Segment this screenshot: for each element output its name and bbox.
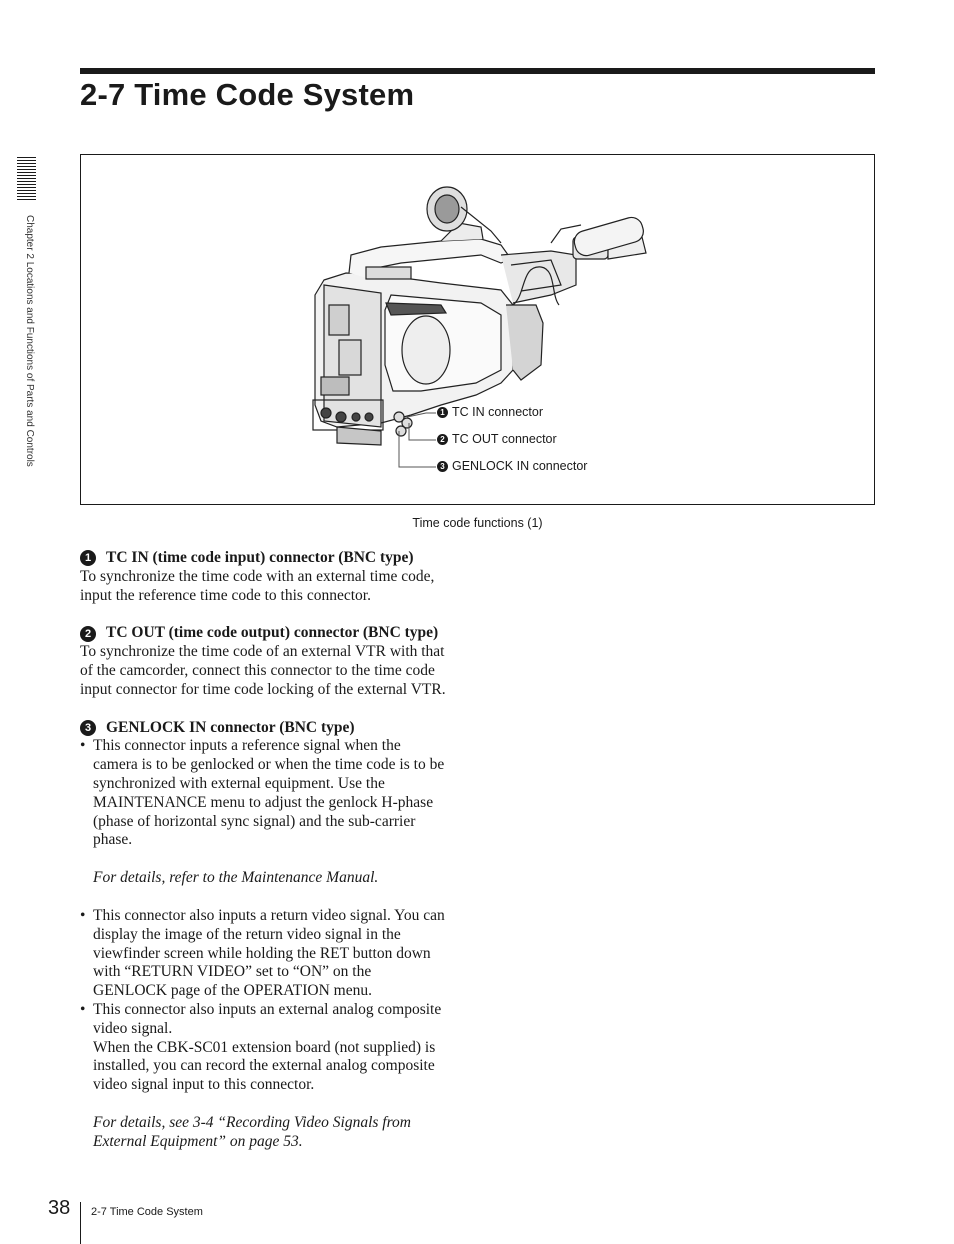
list-item <box>80 1001 465 1095</box>
list-item <box>80 737 465 850</box>
reference-note: For details, refer to the Maintenance Manual. <box>93 869 379 887</box>
text-line: • This connector inputs a reference signal when the <box>93 737 401 755</box>
item-description <box>80 568 465 606</box>
body-content <box>80 549 465 1152</box>
page-number: 38 <box>48 1197 71 1219</box>
text-line: To synchronize the time code with an external time code, <box>80 567 435 585</box>
text-line: (phase of horizontal sync signal) and the sub-carrier <box>93 812 416 830</box>
genlock-bullet-list-2 <box>80 907 465 1095</box>
reference-note <box>80 1114 465 1152</box>
camcorder-illustration <box>81 155 874 504</box>
item-heading-tc-in <box>80 549 465 568</box>
item-heading-genlock-in <box>80 719 465 738</box>
item-heading-tc-out <box>80 624 465 643</box>
figure-caption: Time code functions (1) <box>412 516 543 530</box>
text-line: • This connector also inputs an external analog composite <box>93 1000 442 1018</box>
text-line: • This connector also inputs a return video signal. You can <box>93 906 445 924</box>
text-line: video signal input to this connector. <box>93 1076 315 1094</box>
callout-label: TC OUT connector <box>452 432 557 446</box>
chapter-tab-stripes <box>17 157 36 203</box>
text-line: with “RETURN VIDEO” set to “ON” on the <box>93 963 372 981</box>
callout-tc-in <box>437 405 543 419</box>
text-line: phase. <box>93 831 133 849</box>
text-line: input the reference time code to this connector. <box>80 586 371 604</box>
text-line: installed, you can record the external analog composite <box>93 1057 435 1075</box>
callout-tc-out <box>437 432 557 446</box>
text-line: viewfinder screen while holding the RET button down <box>93 944 431 962</box>
footer-section-label: 2-7 Time Code System <box>91 1206 203 1218</box>
callout-label: GENLOCK IN connector <box>452 459 588 473</box>
item-number-badge: 2 <box>80 626 96 642</box>
text-line: input connector for time code locking of the external VTR. <box>80 680 446 698</box>
callout-number-badge: 3 <box>437 461 448 472</box>
genlock-bullet-list <box>80 737 465 850</box>
item-description <box>80 643 465 699</box>
top-rule <box>80 68 875 74</box>
chapter-side-label: Chapter 2 Locations and Functions of Parts and Controls <box>24 215 35 467</box>
callout-number-badge: 2 <box>437 434 448 445</box>
item-number-badge: 1 <box>80 550 96 566</box>
callout-genlock-in <box>437 459 587 473</box>
text-line: of the camcorder, connect this connector to the time code <box>80 661 435 679</box>
item-heading-text: GENLOCK IN connector (BNC type) <box>106 718 355 736</box>
item-heading-text: TC OUT (time code output) connector (BNC type) <box>106 624 439 642</box>
item-heading-text: TC IN (time code input) connector (BNC type) <box>106 549 414 566</box>
text-line: For details, see 3-4 “Recording Video Signals from <box>93 1113 411 1131</box>
callout-label: TC IN connector <box>452 405 544 419</box>
text-line: GENLOCK page of the OPERATION menu. <box>93 982 372 1000</box>
text-line: camera is to be genlocked or when the time code is to be <box>93 756 445 774</box>
text-line: synchronized with external equipment. Use the <box>93 774 385 792</box>
page-title: 2-7 Time Code System <box>80 77 415 112</box>
list-item <box>80 907 465 1001</box>
text-line: display the image of the return video signal in the <box>93 925 401 943</box>
text-line: External Equipment” on page 53. <box>93 1132 303 1150</box>
callout-number-badge: 1 <box>437 407 448 418</box>
text-line: When the CBK-SC01 extension board (not supplied) is <box>93 1038 436 1056</box>
item-number-badge: 3 <box>80 720 96 736</box>
footer-rule <box>80 1202 81 1244</box>
text-line: video signal. <box>93 1019 173 1037</box>
figure-box <box>80 154 875 505</box>
text-line: MAINTENANCE menu to adjust the genlock H-phase <box>93 793 434 811</box>
text-line: To synchronize the time code of an external VTR with that <box>80 643 445 661</box>
